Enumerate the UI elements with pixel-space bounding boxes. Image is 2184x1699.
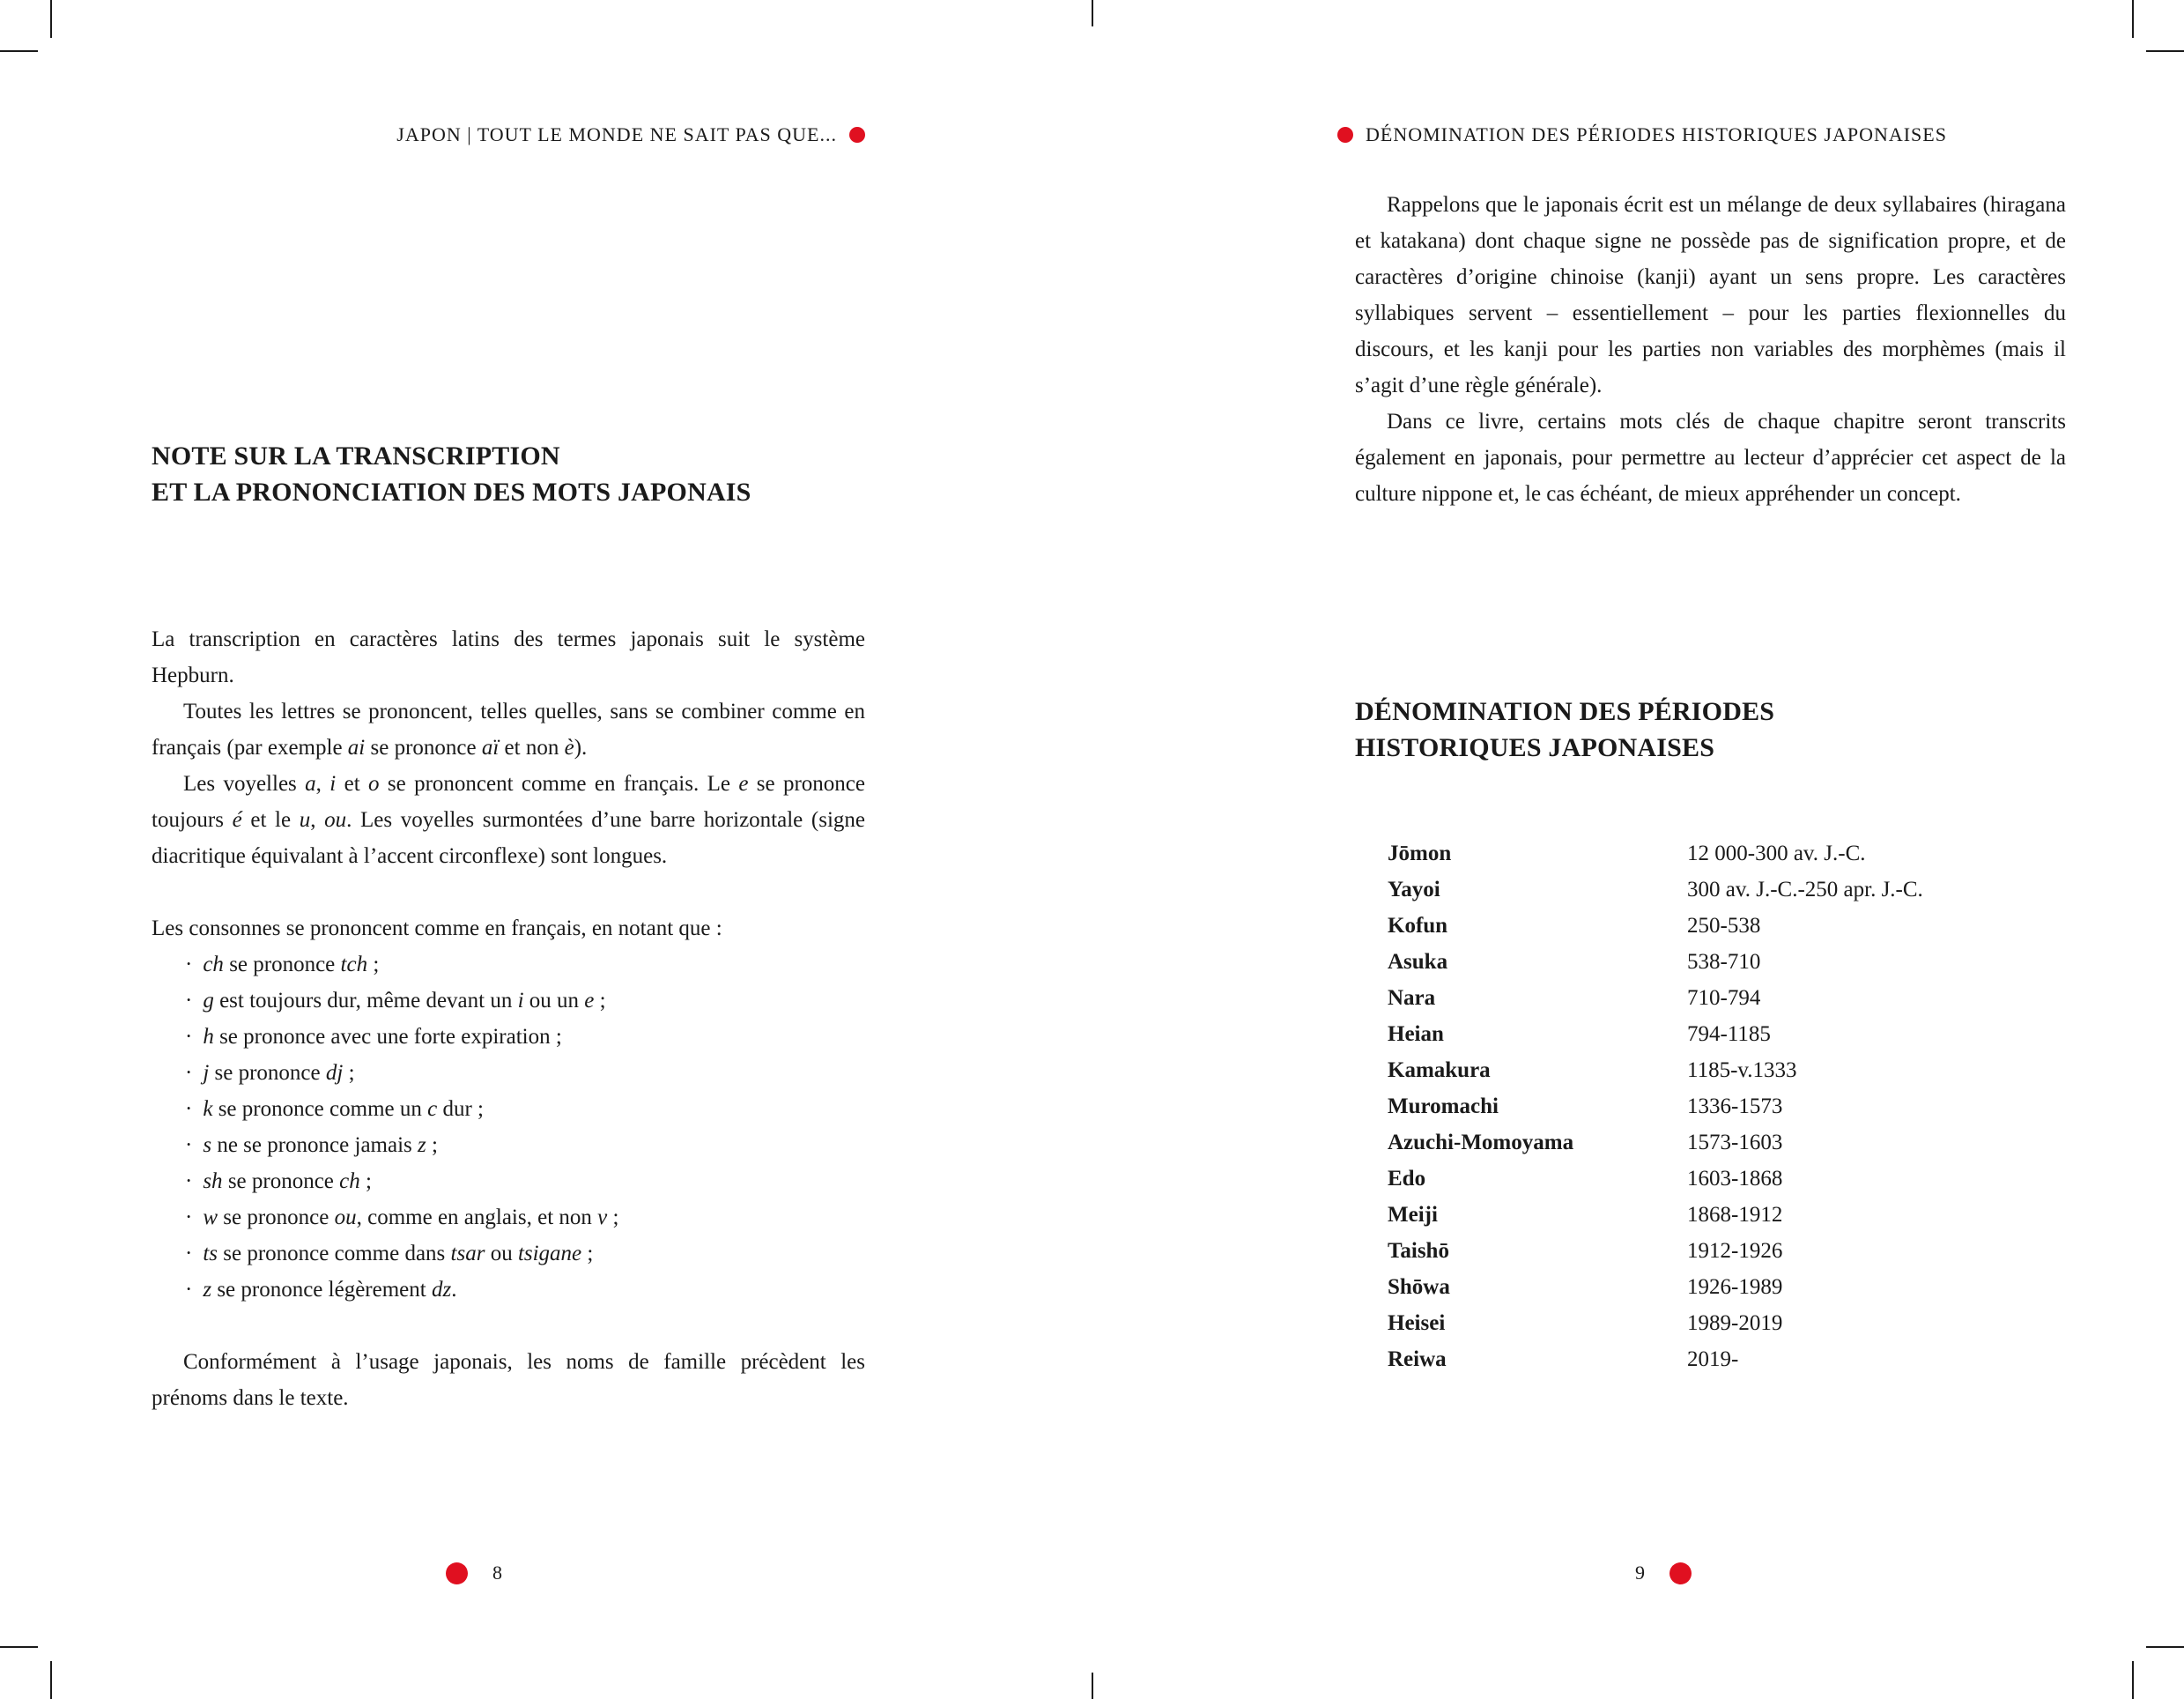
period-dates: 1603-1868 (1687, 1167, 1783, 1191)
crop-mark (50, 0, 52, 38)
right-section-title-line1: DÉNOMINATION DES PÉRIODES (1355, 697, 1775, 726)
center-fold-mark (1092, 1673, 1093, 1699)
running-head-right (1337, 123, 1947, 146)
table-row (1388, 1305, 1923, 1341)
table-row (1388, 1161, 1923, 1197)
crop-mark (0, 1646, 38, 1648)
right-section-title-line2: HISTORIQUES JAPONAISES (1355, 733, 1715, 762)
period-name: Meiji (1388, 1203, 1438, 1227)
bullet-icon: · (185, 1097, 193, 1121)
period-name: Asuka (1388, 950, 1448, 974)
list-item (152, 1235, 865, 1272)
period-name: Kamakura (1388, 1058, 1491, 1082)
period-name: Jōmon (1388, 842, 1452, 865)
period-name: Heisei (1388, 1311, 1446, 1335)
bullet-icon: · (185, 1278, 193, 1302)
list-item-text: h se prononce avec une forte expiration ; (203, 1025, 562, 1049)
table-row (1388, 1233, 1923, 1269)
list-item (152, 983, 865, 1019)
period-name: Reiwa (1388, 1347, 1447, 1371)
period-name: Edo (1388, 1167, 1426, 1191)
bullet-icon: · (185, 989, 193, 1013)
right-section-title (1355, 694, 1774, 766)
period-dates: 1336-1573 (1687, 1094, 1783, 1118)
period-dates: 250-538 (1687, 914, 1761, 938)
list-item (152, 1127, 865, 1163)
paragraph: La transcription en caractères latins des termes japonais suit le système Hepburn. (152, 627, 865, 687)
consonants-intro: Les consonnes se prononcent comme en français, en notant que : (152, 916, 722, 940)
list-item-text: w se prononce ou, comme en anglais, et non v ; (203, 1206, 619, 1229)
bullet-icon: · (185, 1242, 193, 1265)
bullet-icon: · (185, 1133, 193, 1157)
crop-mark (2146, 1646, 2184, 1648)
left-paragraphs (152, 621, 865, 874)
table-row (1388, 1197, 1923, 1233)
period-name: Muromachi (1388, 1094, 1499, 1118)
table-row (1388, 835, 1923, 872)
period-name: Kofun (1388, 914, 1448, 938)
list-item-text: ch se prononce tch ; (203, 953, 380, 976)
table-row (1388, 944, 1923, 980)
red-dot-icon (1337, 127, 1353, 143)
list-item (152, 1091, 865, 1127)
period-name: Heian (1388, 1022, 1444, 1046)
period-dates: 710-794 (1687, 986, 1761, 1010)
list-item-text: sh se prononce ch ; (203, 1169, 372, 1193)
table-row (1388, 1052, 1923, 1088)
bullet-icon: · (185, 953, 193, 976)
table-row (1388, 980, 1923, 1016)
crop-mark (0, 50, 38, 52)
period-dates: 1868-1912 (1687, 1203, 1783, 1227)
list-item-text: s ne se prononce jamais z ; (203, 1133, 438, 1157)
crop-mark (50, 1661, 52, 1699)
bullet-icon: · (185, 1061, 193, 1085)
period-name: Nara (1388, 986, 1436, 1010)
period-dates: 1912-1926 (1687, 1239, 1783, 1263)
bullet-icon: · (185, 1169, 193, 1193)
table-row (1388, 908, 1923, 944)
table-row (1388, 1341, 1923, 1377)
period-dates: 1989-2019 (1687, 1311, 1783, 1335)
period-dates: 300 av. J.-C.-250 apr. J.-C. (1687, 878, 1923, 901)
center-fold-mark (1092, 0, 1093, 26)
list-item (152, 1199, 865, 1235)
period-dates: 1573-1603 (1687, 1131, 1783, 1154)
running-head-right-text: DÉNOMINATION DES PÉRIODES HISTORIQUES JAPONAISES (1366, 123, 1947, 145)
bullet-icon: · (185, 1025, 193, 1049)
footer-left (446, 1562, 502, 1584)
right-paragraphs (1355, 187, 2066, 512)
period-dates: 794-1185 (1687, 1022, 1771, 1046)
crop-mark (2146, 50, 2184, 52)
running-head-left (152, 123, 865, 146)
list-item-text: g est toujours dur, même devant un i ou un e ; (203, 989, 606, 1013)
page-number-right: 9 (1635, 1562, 1645, 1584)
footer-right (1635, 1562, 1692, 1584)
left-page-title-line2: ET LA PRONONCIATION DES MOTS JAPONAIS (152, 478, 751, 507)
red-dot-icon (446, 1562, 468, 1584)
paragraph: Rappelons que le japonais écrit est un mélange de deux syllabaires (hiragana et katakana) dont chaque signe ne possède pas de signification propre, et de caractères d’origine chinoise (kanji) ayant un sens propre. Les caractères syllabiques servent – essentiellement – pour les parties flexionnelles du discours, et les kanji pour les parties non variables des morphèmes (mais il s’agit d’une règle générale). (1355, 193, 2066, 397)
period-dates: 1926-1989 (1687, 1275, 1783, 1299)
red-dot-icon (1669, 1562, 1692, 1584)
closing-paragraph: Conformément à l’usage japonais, les noms de famille précèdent les prénoms dans le texte. (152, 1350, 865, 1410)
list-item-text: k se prononce comme un c dur ; (203, 1097, 485, 1121)
period-name: Shōwa (1388, 1275, 1450, 1299)
paragraph: Dans ce livre, certains mots clés de chaque chapitre seront transcrits également en japonais, pour permettre au lecteur d’apprécier cet aspect de la culture nippone et, le cas échéant, de mieux appréhender un concept. (1355, 410, 2066, 506)
running-head-left-text: JAPON | TOUT LE MONDE NE SAIT PAS QUE... (396, 123, 837, 145)
list-item (152, 1272, 865, 1308)
period-name: Azuchi-Momoyama (1388, 1131, 1574, 1154)
period-dates: 2019- (1687, 1347, 1739, 1371)
list-item-text: ts se prononce comme dans tsar ou tsigane ; (203, 1242, 594, 1265)
left-page-title (152, 438, 751, 510)
list-item-text: z se prononce légèrement dz. (203, 1278, 457, 1302)
crop-mark (2132, 1661, 2134, 1699)
list-item (152, 1055, 865, 1091)
paragraph: Les voyelles a, i et o se prononcent comme en français. Le e se prononce toujours é et le u, ou. Les voyelles surmontées d’une barre horizontale (signe diacritique équivalant à l’accent circonflexe) sont longues. (152, 772, 866, 868)
paragraph: Toutes les lettres se prononcent, telles quelles, sans se combiner comme en français (par exemple ai se prononce aï et non è). (152, 700, 865, 760)
period-name: Taishō (1388, 1239, 1449, 1263)
pronunciation-list (152, 946, 865, 1308)
table-row (1388, 1269, 1923, 1305)
left-page-title-line1: NOTE SUR LA TRANSCRIPTION (152, 441, 560, 471)
period-dates: 538-710 (1687, 950, 1761, 974)
table-row (1388, 1088, 1923, 1124)
list-item (152, 1019, 865, 1055)
crop-mark (2132, 0, 2134, 38)
bullet-icon: · (185, 1206, 193, 1229)
list-item (152, 1163, 865, 1199)
table-row (1388, 872, 1923, 908)
table-row (1388, 1124, 1923, 1161)
list-item-text: j se prononce dj ; (203, 1061, 355, 1085)
right-page-body (1355, 187, 2066, 512)
left-page-body (152, 621, 865, 1416)
period-name: Yayoi (1388, 878, 1440, 901)
table-row (1388, 1016, 1923, 1052)
page-number-left: 8 (492, 1562, 502, 1584)
red-dot-icon (849, 127, 865, 143)
periods-table (1388, 835, 1923, 1377)
period-dates: 1185-v.1333 (1687, 1058, 1797, 1082)
list-item (152, 946, 865, 983)
period-dates: 12 000-300 av. J.-C. (1687, 842, 1866, 865)
